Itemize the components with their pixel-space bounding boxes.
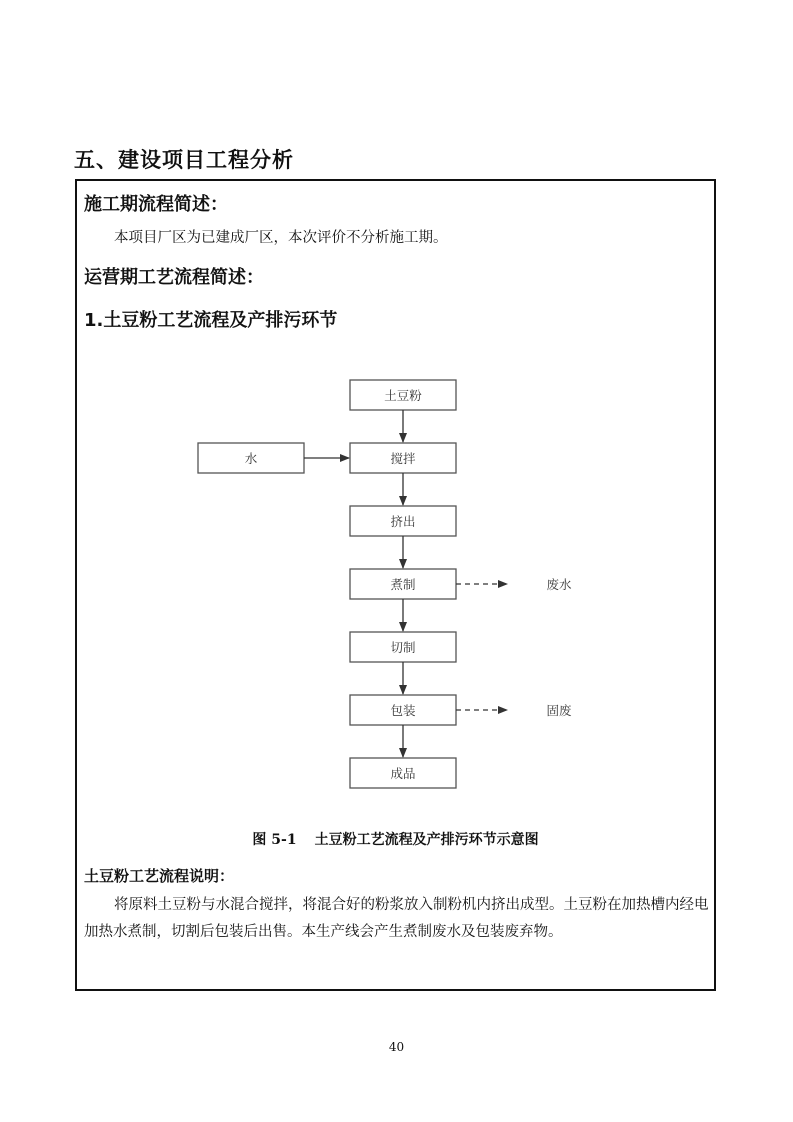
operation-subheading: 1.土豆粉工艺流程及产排污环节 bbox=[84, 310, 338, 331]
svg-text:土豆粉: 土豆粉 bbox=[384, 388, 422, 403]
operation-heading: 运营期工艺流程简述： bbox=[84, 267, 264, 288]
svg-text:包装: 包装 bbox=[390, 703, 416, 718]
content-frame bbox=[75, 179, 716, 991]
construction-heading: 施工期流程简述： bbox=[84, 194, 228, 215]
flow-step-6 bbox=[350, 695, 456, 725]
page-number: 40 bbox=[388, 1040, 405, 1054]
flow-step-7 bbox=[350, 758, 456, 788]
flow-step-3 bbox=[350, 506, 456, 536]
flow-step-1 bbox=[350, 380, 456, 410]
figure-title: 土豆粉工艺流程及产排污环节示意图 bbox=[314, 832, 539, 848]
flow-step-4 bbox=[350, 569, 456, 599]
flow-output-label-1: 废水 bbox=[546, 577, 572, 592]
svg-text:煮制: 煮制 bbox=[390, 577, 416, 592]
construction-text: 本项目厂区为已建成厂区，本次评价不分析施工期。 bbox=[114, 230, 448, 246]
flow-input-box bbox=[198, 443, 304, 473]
description-heading: 土豆粉工艺流程说明： bbox=[84, 867, 235, 885]
flow-step-5 bbox=[350, 632, 456, 662]
svg-text:切制: 切制 bbox=[390, 640, 416, 655]
process-flowchart bbox=[77, 181, 714, 821]
section-title: 五、建设项目工程分析 bbox=[74, 148, 294, 172]
figure-caption bbox=[77, 829, 714, 849]
figure-number: 图 5-1 bbox=[252, 832, 297, 848]
svg-text:挤出: 挤出 bbox=[390, 514, 416, 529]
description-text: 将原料土豆粉与水混合搅拌，将混合好的粉浆放入制粉机内挤出成型。土豆粉在加热槽内经电加热水煮制，切割后包装后出售。本生产线会产生煮制废水及包装废弃物。 bbox=[84, 897, 709, 940]
svg-text:成品: 成品 bbox=[390, 766, 416, 781]
flow-output-label-2: 固废 bbox=[546, 703, 572, 718]
svg-text:搅拌: 搅拌 bbox=[390, 451, 416, 466]
svg-text:水: 水 bbox=[244, 451, 258, 466]
flow-step-2 bbox=[350, 443, 456, 473]
